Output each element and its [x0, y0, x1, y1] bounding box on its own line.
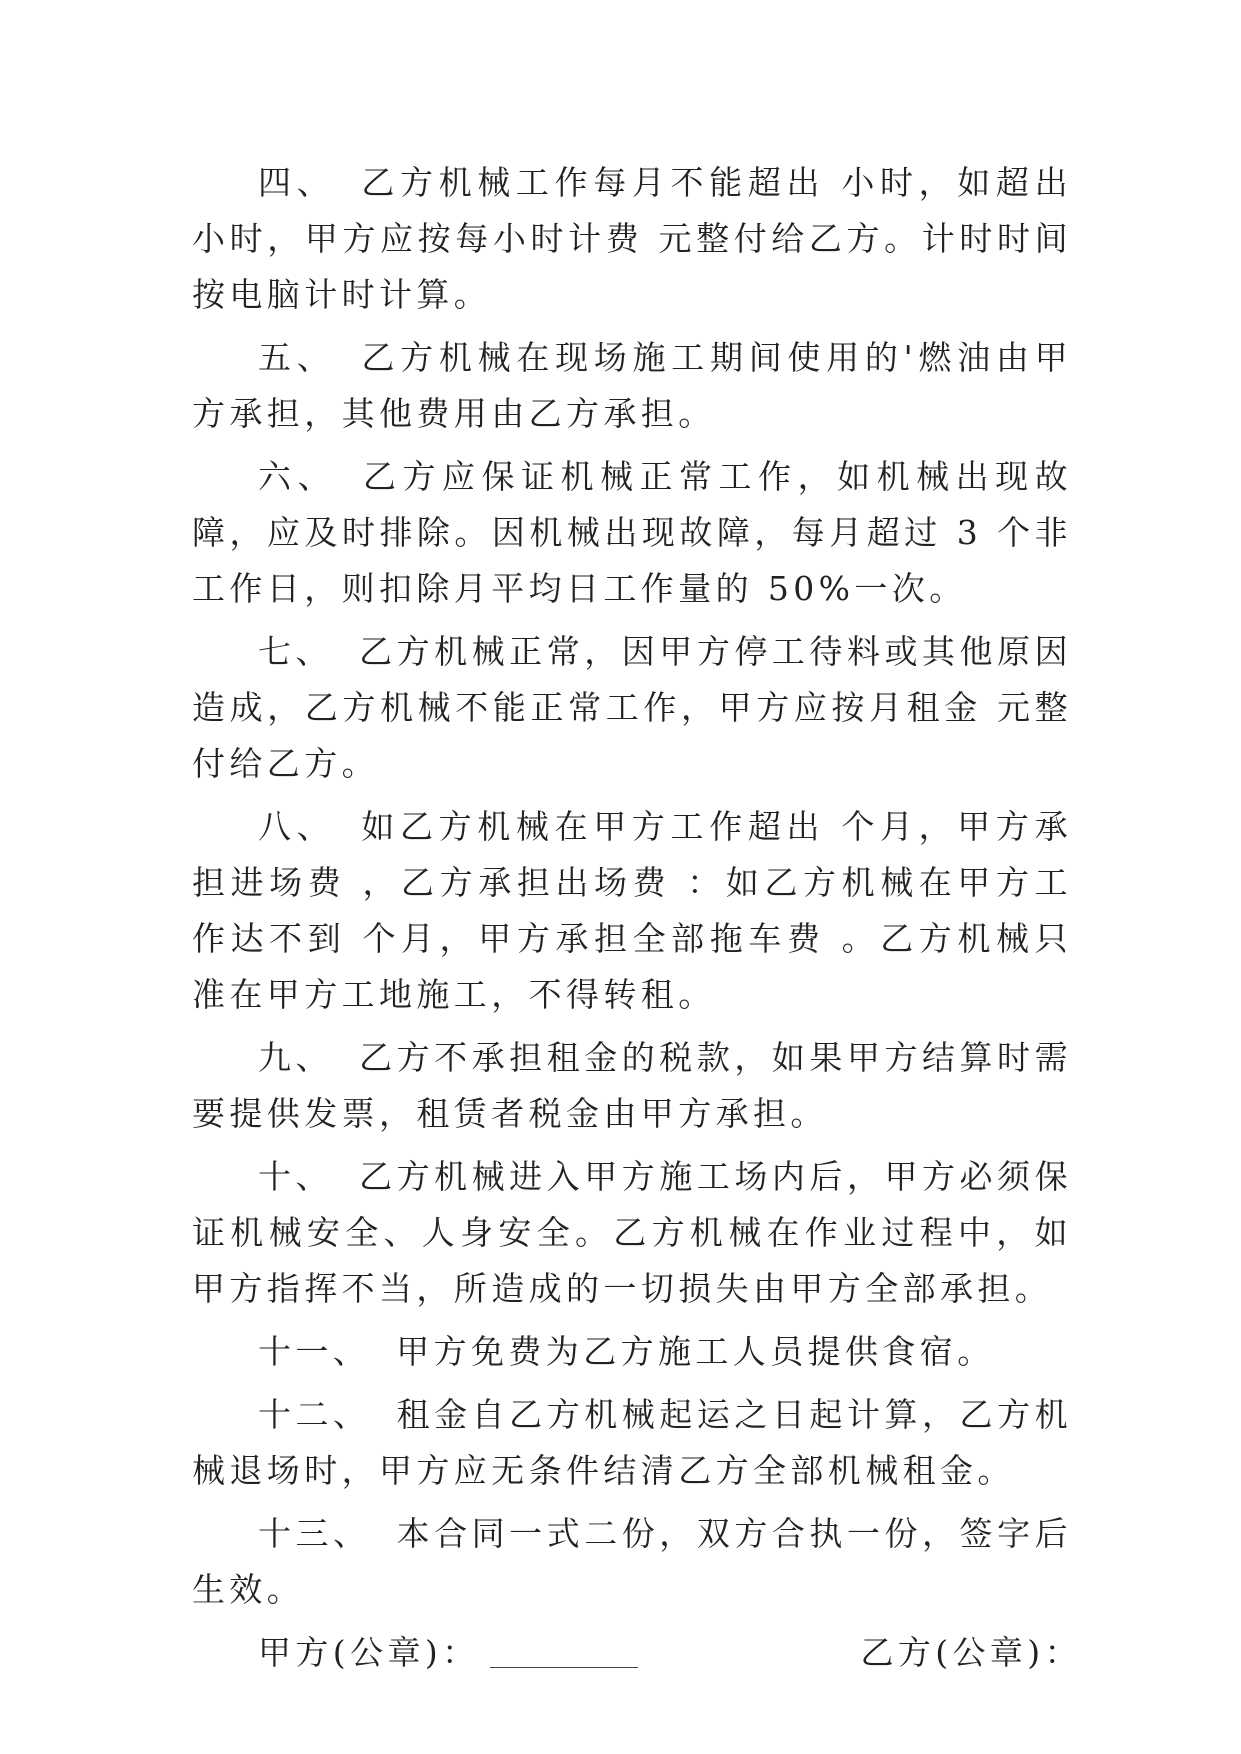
clause-text: 乙方机械工作每月不能超出 小时，如超出 小时，甲方应按每小时计费 元整付给乙方。计时时间按电脑计时计算。 [192, 163, 1072, 314]
clause-13 [192, 1506, 1072, 1625]
clause-5 [192, 330, 1072, 449]
clause-number: 十二、 [258, 1395, 371, 1434]
clause-text: 本合同一式二份，双方合执一份，签字后生效。 [192, 1514, 1072, 1609]
party-a-label: 甲方(公章)： [258, 1633, 480, 1672]
clause-number: 九、 [258, 1038, 334, 1077]
clause-4 [192, 155, 1072, 330]
clause-text: 如乙方机械在甲方工作超出 个月，甲方承担进场费 ，乙方承担出场费 ：如乙方机械在甲方工作达不到 个月，甲方承担全部拖车费 。乙方机械只准在甲方工地施工，不得转租。 [192, 807, 1072, 1014]
clause-number: 十三、 [258, 1514, 371, 1553]
contract-body [192, 155, 1082, 1681]
clause-number: 十一、 [258, 1332, 371, 1371]
clause-number: 五、 [258, 338, 336, 377]
clause-text: 甲方免费为乙方施工人员提供食宿。 [396, 1332, 995, 1371]
signature-row [192, 1625, 1082, 1681]
clause-text: 租金自乙方机械起运之日起计算，乙方机械退场时，甲方应无条件结清乙方全部机械租金。 [192, 1395, 1072, 1490]
clause-number: 六、 [258, 457, 338, 496]
clause-text: 乙方机械进入甲方施工场内后，甲方必须保证机械安全、人身安全。乙方机械在作业过程中，如甲方指挥不当，所造成的一切损失由甲方全部承担。 [192, 1157, 1072, 1308]
clause-6 [192, 449, 1072, 624]
party-a-signature [258, 1625, 638, 1681]
clause-text: 乙方机械在现场施工期间使用的'燃油由甲方承担，其他费用由乙方承担。 [192, 338, 1072, 433]
clause-10 [192, 1149, 1072, 1324]
clause-number: 八、 [258, 807, 336, 846]
clause-7 [192, 624, 1072, 799]
party-b-label: 乙方(公章)： [860, 1633, 1082, 1672]
party-a-signature-line[interactable] [490, 1666, 638, 1668]
clause-12 [192, 1387, 1072, 1506]
clause-text: 乙方不承担租金的税款，如果甲方结算时需要提供发票，租赁者税金由甲方承担。 [192, 1038, 1072, 1133]
clause-number: 四、 [258, 163, 336, 202]
party-b-signature [860, 1625, 1082, 1681]
clause-number: 七、 [258, 632, 334, 671]
clause-8 [192, 799, 1072, 1030]
clause-text: 乙方应保证机械正常工作，如机械出现故障，应及时排除。因机械出现故障，每月超过 3 个非工作日，则扣除月平均日工作量的 50%一次。 [192, 457, 1072, 608]
clause-11 [192, 1324, 1072, 1387]
clause-9 [192, 1030, 1072, 1149]
clause-text: 乙方机械正常，因甲方停工待料或其他原因造成，乙方机械不能正常工作，甲方应按月租金 元整付给乙方。 [192, 632, 1072, 783]
clause-number: 十、 [258, 1157, 334, 1196]
